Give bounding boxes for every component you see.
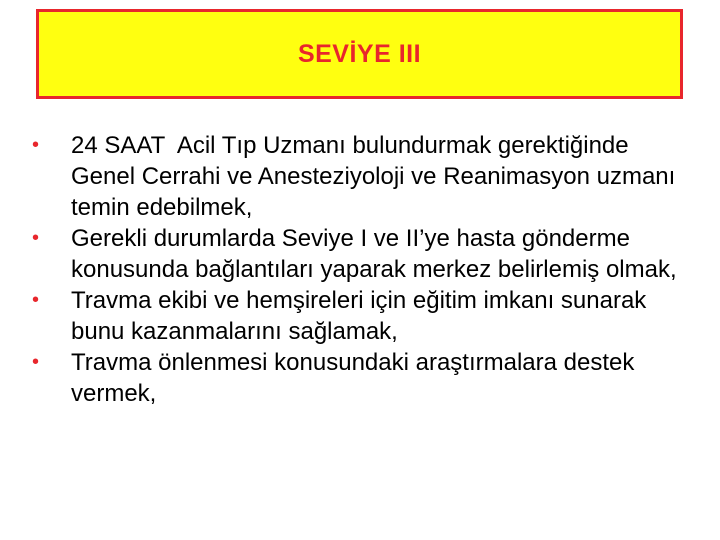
bullet-item — [30, 285, 690, 347]
bullet-text: Travma ekibi ve hemşireleri için eğitim imkanı sunarak bunu kazanmalarını sağlamak, — [71, 287, 647, 345]
bullet-dot-icon: • — [32, 351, 40, 373]
bullet-item — [30, 347, 690, 409]
bullet-dot-icon: • — [32, 289, 40, 311]
bullet-list — [30, 130, 690, 409]
bullet-text: Gerekli durumlarda Seviye I ve II’ye hasta gönderme konusunda bağlantıları yaparak merkez belirlemiş olmak, — [71, 225, 677, 283]
bullet-item — [30, 223, 690, 285]
bullet-item — [30, 130, 690, 223]
title-banner — [36, 9, 683, 99]
bullet-text: Travma önlenmesi konusundaki araştırmalara destek vermek, — [71, 349, 635, 407]
bullet-text: 24 SAAT Acil Tıp Uzmanı bulundurmak gerektiğinde Genel Cerrahi ve Anesteziyoloji ve Reanimasyon uzmanı temin edebilmek, — [71, 132, 682, 221]
slide-title: SEVİYE III — [297, 39, 422, 68]
bullet-dot-icon: • — [32, 134, 40, 156]
bullet-dot-icon: • — [32, 227, 40, 249]
